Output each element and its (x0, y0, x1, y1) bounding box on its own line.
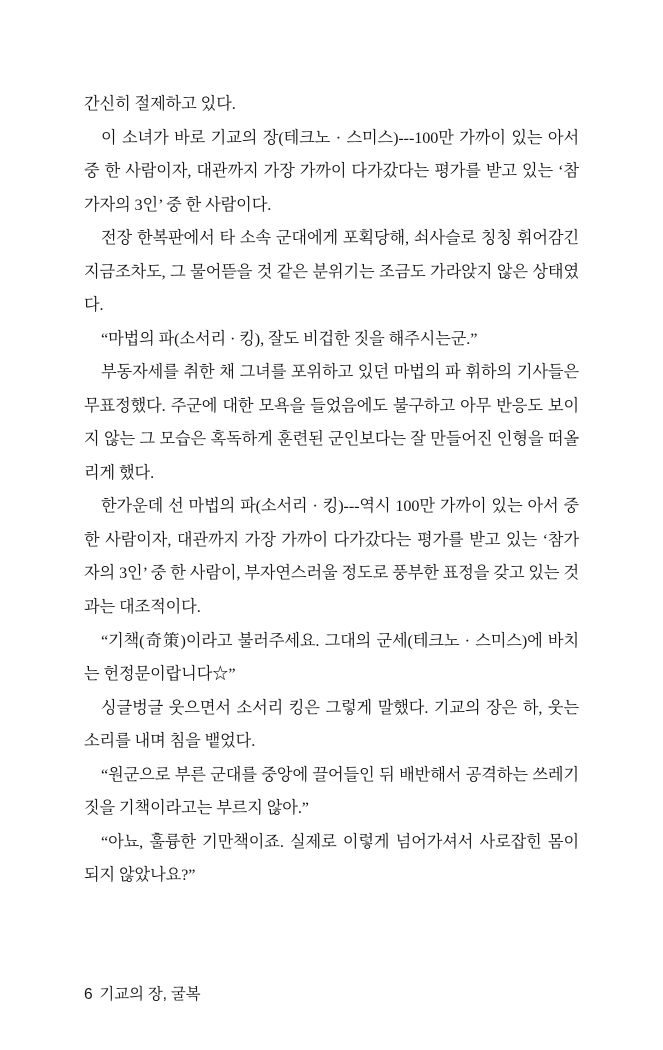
paragraph: “원군으로 부른 군대를 중앙에 끌어들인 뒤 배반해서 공격하는 쓰레기 짓을 기책이라고는 부르지 않아.” (84, 765, 579, 818)
footer-chapter-title: 기교의 장, 굴복 (99, 986, 201, 1003)
paragraph: 전장 한복판에서 타 소속 군대에게 포획당해, 쇠사슬로 칭칭 휘어감긴 지금조차도, 그 물어뜯을 것 같은 분위기는 조금도 가라앉지 않은 상태였다. (84, 229, 579, 315)
paragraph: 싱글벙글 웃으면서 소서리 킹은 그렇게 말했다. 기교의 장은 하, 웃는 소리를 내며 침을 뱉었다. (84, 698, 579, 751)
page-body (84, 88, 579, 893)
paragraph: 간신히 절제하고 있다. (84, 95, 236, 113)
paragraph: “아뇨, 훌륭한 기만책이죠. 실제로 이렇게 넘어가셔서 사로잡힌 몸이 되지 않았나요?” (84, 832, 579, 885)
paragraph: “기책(奇策)이라고 불러주세요. 그대의 군세(테크노 · 스미스)에 바치는 헌정문이랍니다☆” (84, 631, 579, 684)
paragraph: “마법의 파(소서리 · 킹), 잘도 비겁한 짓을 해주시는군.” (101, 329, 478, 348)
page-footer (84, 982, 200, 1004)
paragraph: 부동자세를 취한 채 그녀를 포위하고 있던 마법의 파 휘하의 기사들은 무표정했다. 주군에 대한 모욕을 들었음에도 불구하고 아무 반응도 보이지 않는 그 모습은 혹독하게 훈련된 군인보다는 잘 만들어진 인형을 떠올리게 했다. (84, 363, 579, 482)
paragraph: 한가운데 선 마법의 파(소서리 · 킹)---역시 100만 가까이 있는 아서 중 한 사람이자, 대관까지 가장 가까이 다가갔다는 평가를 받고 있는 ‘참가자의 3인’ 중 한 사람이, 부자연스러울 정도로 풍부한 표정을 갖고 있는 것과는 대조적이다. (84, 497, 579, 616)
page-number: 6 (84, 986, 93, 1003)
paragraph: 이 소녀가 바로 기교의 장(테크노 · 스미스)---100만 가까이 있는 아서 중 한 사람이자, 대관까지 가장 가까이 다가갔다는 평가를 받고 있는 ‘참가자의 3인’ 중 한 사람이다. (84, 128, 579, 214)
